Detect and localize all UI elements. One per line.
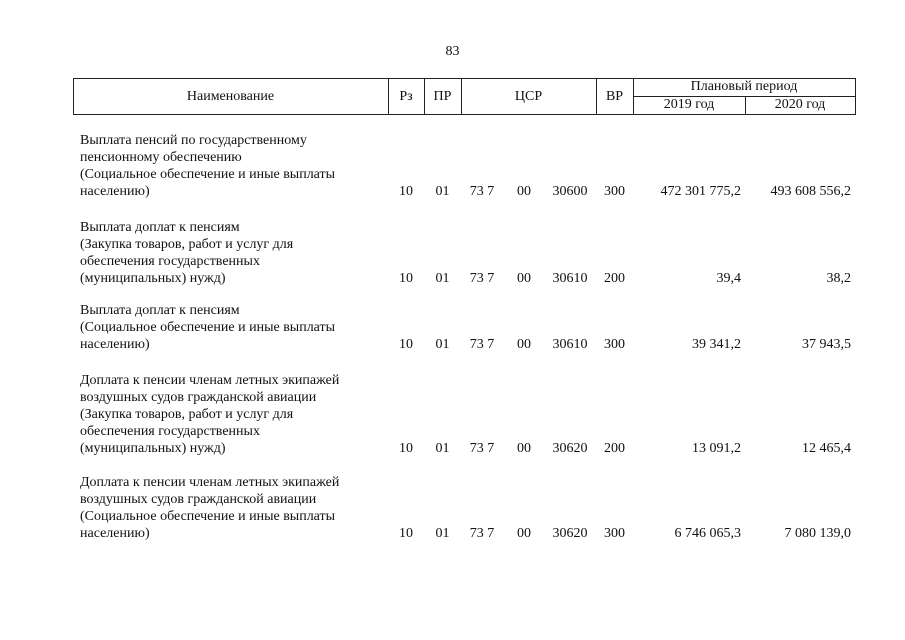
row-name-line: обеспечения государственных <box>80 254 260 269</box>
row-name-line: (Закупка товаров, работ и услуг для <box>80 407 294 422</box>
header-name: Наименование <box>186 89 275 104</box>
cell-csr3: 30600 <box>552 184 588 199</box>
cell-rz: 10 <box>399 271 413 286</box>
cell-csr3: 30610 <box>552 337 588 352</box>
cell-csr2: 00 <box>517 184 531 199</box>
cell-csr2: 00 <box>517 526 531 541</box>
cell-csr3: 30610 <box>552 271 588 286</box>
row-name-line: пенсионному обеспечению <box>80 150 242 165</box>
cell-y2020: 37 943,5 <box>802 337 851 352</box>
cell-csr1: 73 7 <box>469 184 495 199</box>
page-number: 83 <box>445 44 460 59</box>
cell-rz: 10 <box>399 184 413 199</box>
cell-y2019: 472 301 775,2 <box>660 184 741 199</box>
row-name-line: (Социальное обеспечение и иные выплаты <box>80 320 336 335</box>
cell-vr: 200 <box>604 441 625 456</box>
cell-vr: 300 <box>604 184 625 199</box>
row-name-line: Выплата пенсий по государственному <box>80 133 307 148</box>
row-name-line: обеспечения государственных <box>80 424 260 439</box>
row-name-line: Доплата к пенсии членам летных экипажей <box>80 475 340 490</box>
row-name <box>80 474 380 542</box>
cell-y2019: 39 341,2 <box>692 337 741 352</box>
cell-pr: 01 <box>435 184 450 199</box>
header-bottom-border <box>73 114 856 115</box>
row-name-line: (Социальное обеспечение и иные выплаты <box>80 167 336 182</box>
header-pr: ПР <box>433 89 452 104</box>
row-name-line: (Социальное обеспечение и иные выплаты <box>80 509 336 524</box>
header-year-2020: 2020 год <box>774 97 826 112</box>
header-csr: ЦСР <box>514 89 543 104</box>
cell-csr3: 30620 <box>552 441 588 456</box>
row-name <box>80 372 380 457</box>
cell-rz: 10 <box>399 337 413 352</box>
cell-y2020: 7 080 139,0 <box>784 526 851 541</box>
cell-csr1: 73 7 <box>469 526 495 541</box>
row-name-line: (Закупка товаров, работ и услуг для <box>80 237 294 252</box>
cell-csr1: 73 7 <box>469 441 495 456</box>
cell-y2020: 38,2 <box>826 271 851 286</box>
row-name-line: Доплата к пенсии членам летных экипажей <box>80 373 340 388</box>
row-name <box>80 219 380 287</box>
cell-pr: 01 <box>435 337 450 352</box>
cell-y2020: 12 465,4 <box>802 441 851 456</box>
row-name-line: населению) <box>80 526 150 541</box>
cell-csr2: 00 <box>517 271 531 286</box>
row-name-line: населению) <box>80 184 150 199</box>
row-name-line: воздушных судов гражданской авиации <box>80 492 317 507</box>
row-name-line: (муниципальных) нужд) <box>80 271 226 286</box>
cell-vr: 300 <box>604 526 625 541</box>
row-name <box>80 132 380 200</box>
cell-pr: 01 <box>435 441 450 456</box>
cell-csr2: 00 <box>517 441 531 456</box>
cell-y2019: 39,4 <box>716 271 741 286</box>
header-year-2019: 2019 год <box>663 97 715 112</box>
cell-rz: 10 <box>399 526 413 541</box>
cell-rz: 10 <box>399 441 413 456</box>
row-name-line: воздушных судов гражданской авиации <box>80 390 317 405</box>
cell-pr: 01 <box>435 271 450 286</box>
cell-vr: 200 <box>604 271 625 286</box>
cell-pr: 01 <box>435 526 450 541</box>
row-name <box>80 302 380 353</box>
cell-y2020: 493 608 556,2 <box>770 184 851 199</box>
cell-csr2: 00 <box>517 337 531 352</box>
row-name-line: Выплата доплат к пенсиям <box>80 303 240 318</box>
cell-y2019: 13 091,2 <box>692 441 741 456</box>
header-planned-period: Плановый период <box>690 79 798 94</box>
cell-y2019: 6 746 065,3 <box>674 526 741 541</box>
header-rz: Рз <box>399 89 413 104</box>
cell-csr1: 73 7 <box>469 271 495 286</box>
header-vr: ВР <box>605 89 624 104</box>
cell-vr: 300 <box>604 337 625 352</box>
row-name-line: Выплата доплат к пенсиям <box>80 220 240 235</box>
row-name-line: (муниципальных) нужд) <box>80 441 226 456</box>
cell-csr1: 73 7 <box>469 337 495 352</box>
cell-csr3: 30620 <box>552 526 588 541</box>
row-name-line: населению) <box>80 337 150 352</box>
